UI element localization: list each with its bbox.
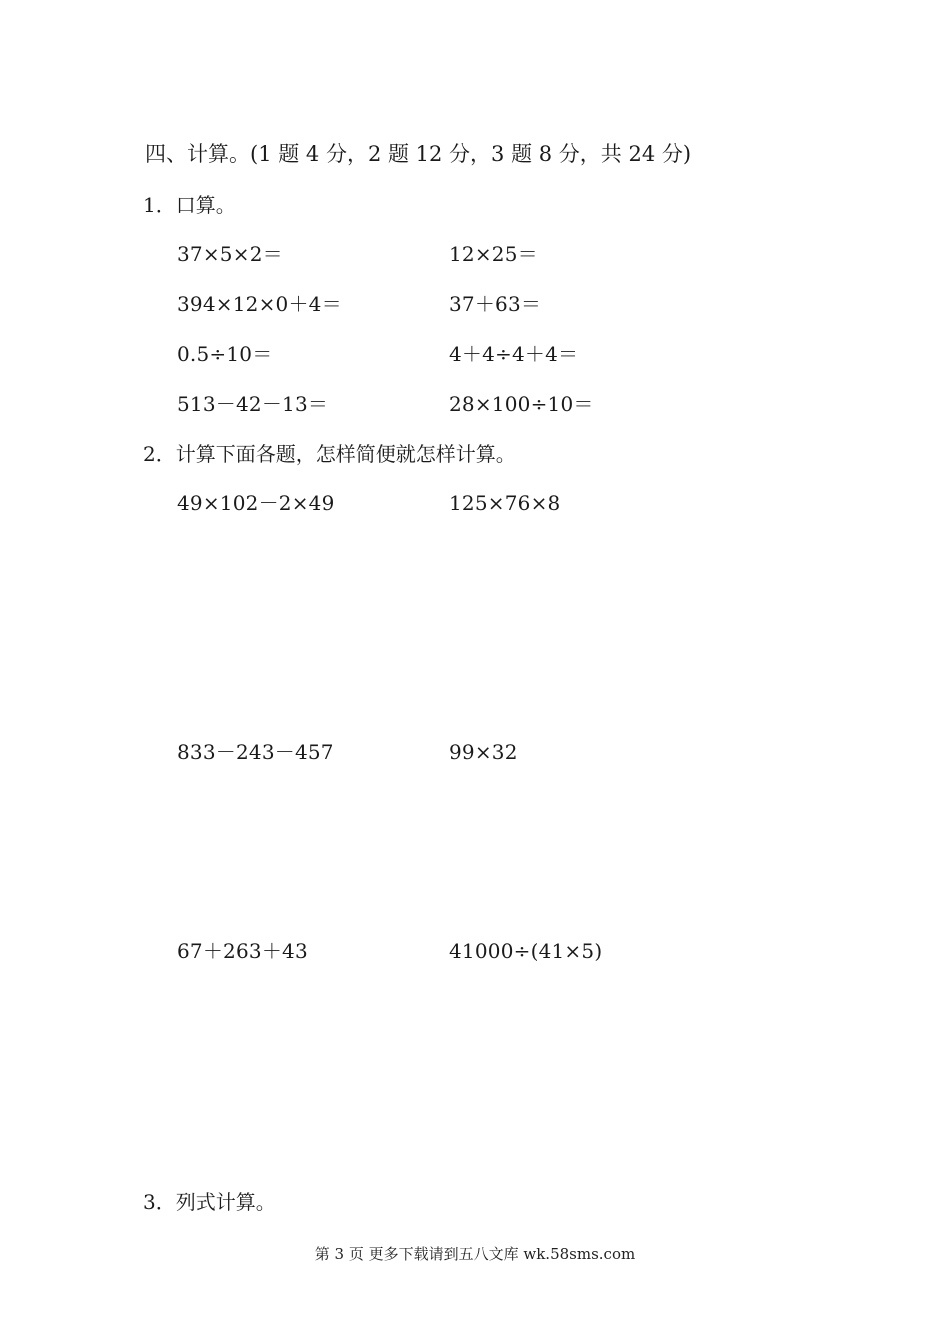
oral-calc-expression: 37＋63＝	[449, 292, 542, 316]
simplify-expression: 49×102－2×49	[177, 491, 335, 515]
oral-calc-expression: 37×5×2＝	[177, 242, 283, 266]
oral-calc-expression: 513－42－13＝	[177, 392, 329, 416]
question-2-title: 2．计算下面各题，怎样简便就怎样计算。	[143, 442, 516, 466]
question-3-title: 3．列式计算。	[143, 1190, 276, 1214]
oral-calc-expression: 394×12×0＋4＝	[177, 292, 342, 316]
oral-calc-expression: 0.5÷10＝	[177, 342, 273, 366]
simplify-expression: 833－243－457	[177, 740, 334, 764]
simplify-expression: 67＋263＋43	[177, 939, 308, 963]
simplify-expression: 125×76×8	[449, 491, 561, 515]
section-heading: 四、计算。(1 题 4 分，2 题 12 分，3 题 8 分，共 24 分)	[145, 142, 692, 166]
simplify-expression: 99×32	[449, 740, 518, 764]
oral-calc-expression: 4＋4÷4＋4＝	[449, 342, 579, 366]
oral-calc-expression: 28×100÷10＝	[449, 392, 594, 416]
page-footer: 第 3 页 更多下载请到五八文库 wk.58sms.com	[314, 1245, 636, 1263]
simplify-expression: 41000÷(41×5)	[449, 939, 603, 963]
oral-calc-expression: 12×25＝	[449, 242, 538, 266]
question-1-title: 1．口算。	[143, 193, 236, 217]
